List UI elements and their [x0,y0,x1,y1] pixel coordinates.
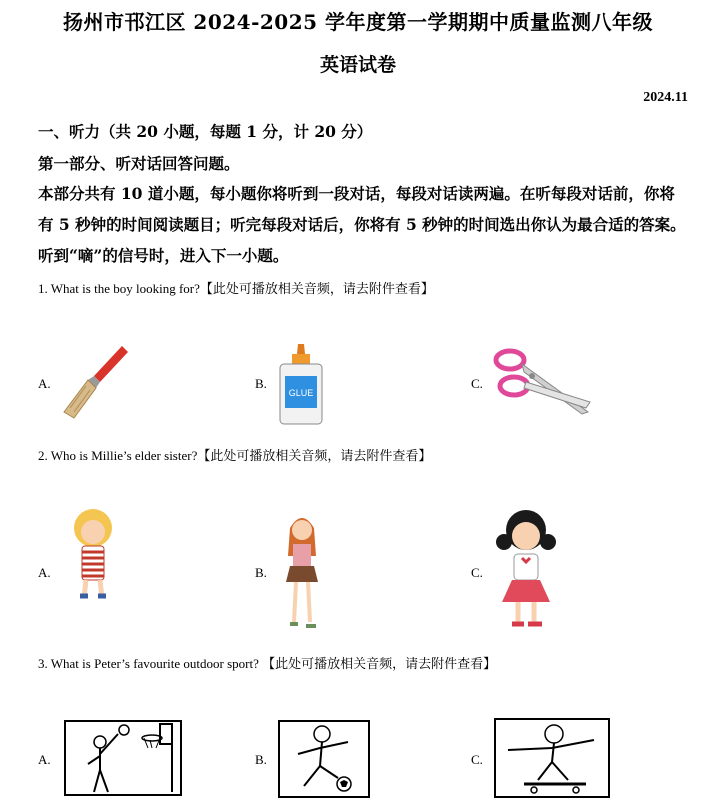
q2-option-a-label[interactable]: A. [38,565,51,580]
question-1-text: 1. What is the boy looking for?【此处可播放相关音频，请去附件查看】 [38,281,434,296]
section-heading: 一、听力（共 20 小题，每题 1 分，计 20 分） [38,122,373,141]
instruction-line: 听到“嘀”的信号时，进入下一小题。 [38,246,289,265]
q2-option-b-label[interactable]: B. [255,565,267,580]
girl-pigtails-icon [494,506,558,632]
girl-curly-hair-icon [68,506,118,606]
glue-label-text: GLUE [288,388,314,398]
q1-option-b-label[interactable]: B. [255,376,267,391]
question-3-text: 3. What is Peter’s favourite outdoor sport? 【此处可播放相关音频，请去附件查看】 [38,656,497,671]
q3-option-b-label[interactable]: B. [255,752,267,767]
girl-long-hair-icon [280,510,324,632]
exam-title: 扬州市邗江区 2024-2025 学年度第一学期期中质量监测八年级 [62,10,654,34]
part-heading: 第一部分、听对话回答问题。 [38,154,240,173]
q3-option-a-label[interactable]: A. [38,752,51,767]
exam-date: 2024.11 [643,90,688,105]
scissors-icon [492,346,592,418]
q1-option-c-label[interactable]: C. [471,376,483,391]
q3-option-c-label[interactable]: C. [471,752,483,767]
instruction-line: 本部分共有 10 道小题，每小题你将听到一段对话，每段对话读两遍。在听每段对话前，你将 [38,184,675,203]
football-player-icon [278,720,370,798]
skateboarder-icon [494,718,610,798]
instruction-line: 有 5 秒钟的时间阅读题目；听完每段对话后，你将有 5 秒钟的时间选出你认为最合适的答案。 [38,215,686,234]
basketball-player-icon [64,720,182,796]
paintbrush-icon [60,342,130,422]
question-2-text: 2. Who is Millie’s elder sister?【此处可播放相关音频，请去附件查看】 [38,448,432,463]
exam-subtitle: 英语试卷 [319,54,396,76]
q1-option-a-label[interactable]: A. [38,376,51,391]
q2-option-c-label[interactable]: C. [471,565,483,580]
glue-bottle-icon [278,342,324,426]
